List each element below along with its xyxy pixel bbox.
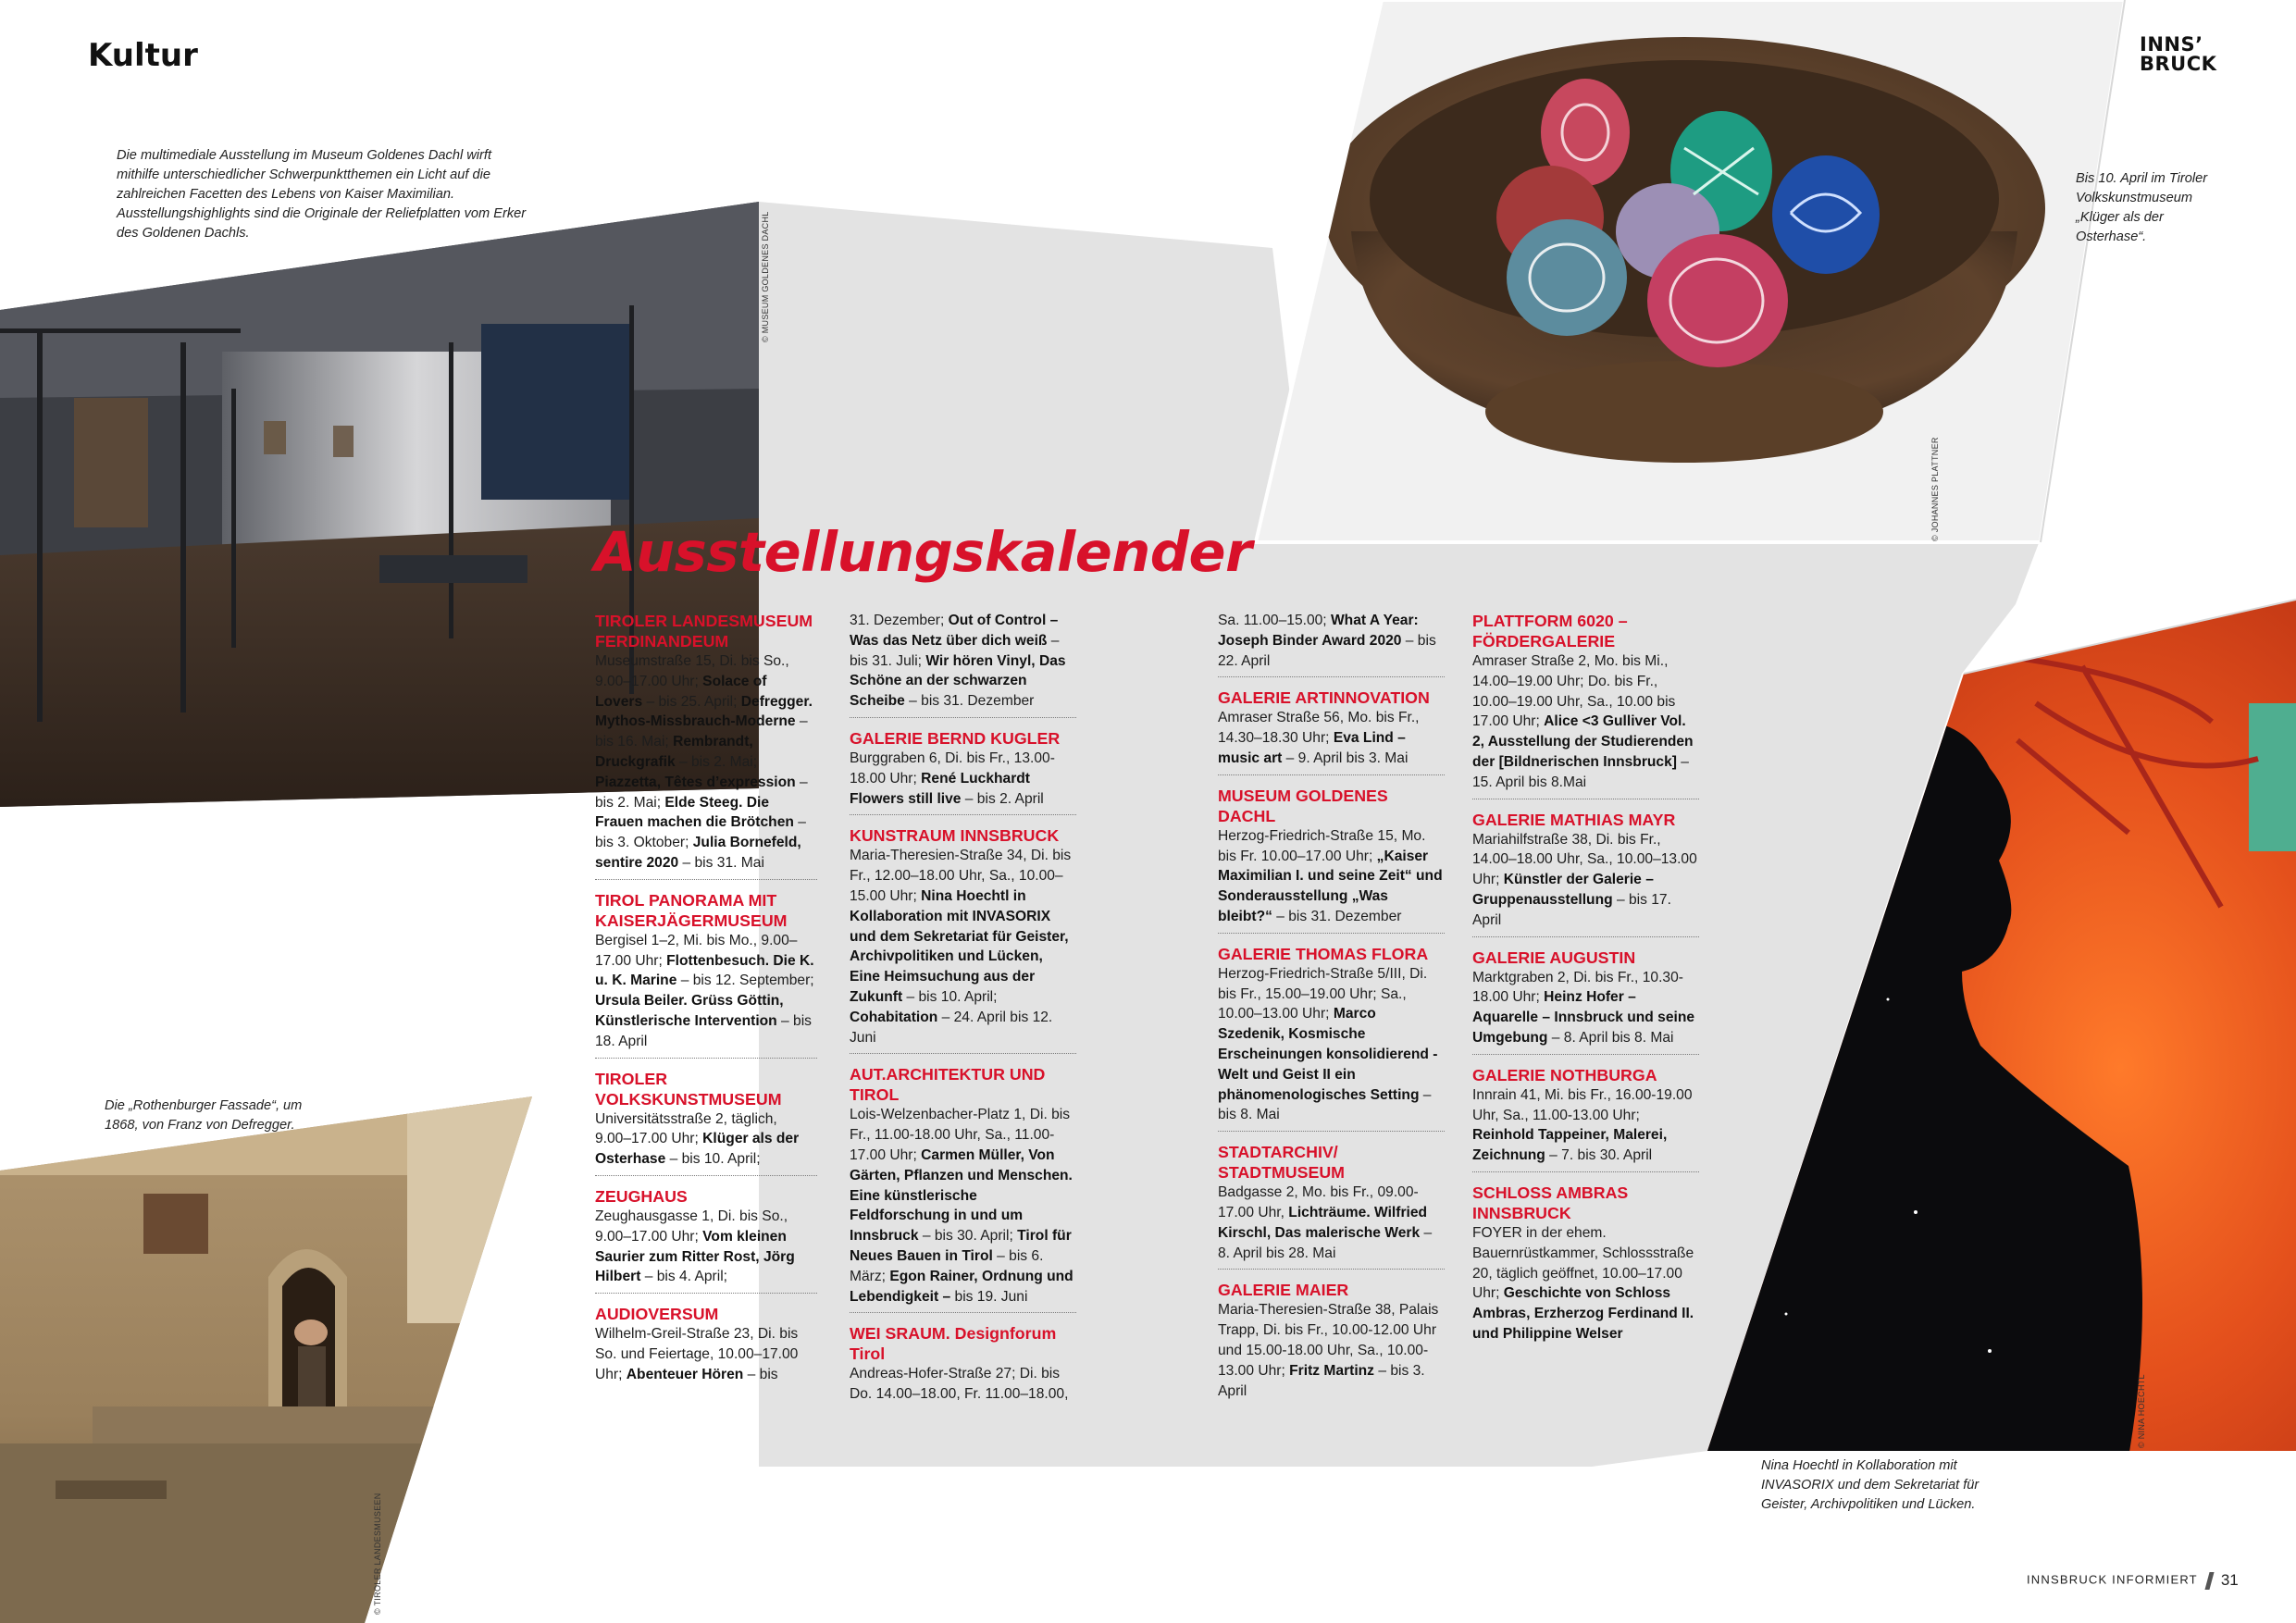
footer-label: INNSBRUCK INFORMIERT — [2027, 1572, 2198, 1587]
calendar-entry — [595, 611, 817, 880]
logo-line-2: BRUCK — [2140, 53, 2217, 75]
venue-name: AUT.ARCHITEKTUR UND TIROL — [850, 1065, 1046, 1105]
calendar-entry — [1472, 948, 1699, 1055]
facade-caption: Die „Rothenburger Fassade“, um 1868, von Franz von Defregger. — [105, 1098, 303, 1133]
venue-name: AUDIOVERSUM — [595, 1305, 719, 1324]
venue-name: GALERIE MATHIAS MAYR — [1472, 810, 1676, 829]
calendar-entry — [1218, 611, 1445, 677]
venue-details: Amraser Straße 2, Mo. bis Mi., 14.00–19.00 Uhr; Do. bis Fr., 10.00–19.00 Uhr, Sa., 10.00 bis 17.00 Uhr; Alice <3 Gulliver Vol. 2, Ausstellung der Studierenden der [Bildnerischen Innsbruck] – 15. April bis 8.Mai — [1472, 653, 1694, 790]
venue-name: TIROLER LANDESMUSEUM FERDINANDEUM — [595, 612, 813, 650]
venue-details: Universitätsstraße 2, täglich, 9.00–17.00 Uhr; Klüger als der Osterhase – bis 10. April; — [595, 1110, 800, 1168]
calendar-entry — [1472, 810, 1699, 937]
venue-details: Lois-Welzenbacher-Platz 1, Di. bis Fr., 11.00-18.00 Uhr, Sa., 11.00-17.00 Uhr; Carmen Müller, Von Gärten, Pflanzen und Menschen. Eine künstlerische Feldforschung in und um Innsbruck – bis 30. April; Tirol für Neues Bauen in Tirol – bis 6. März; Egon Rainer, Ordnung und Lebendigkeit – bis 19. Juni — [850, 1107, 1074, 1305]
footer-separator — [2204, 1572, 2214, 1590]
venue-details: Herzog-Friedrich-Straße 5/III, Di. bis Fr., 15.00–19.00 Uhr; Sa., 10.00–13.00 Uhr; Marco Szedenik, Kosmische Erscheinungen konsolidierend - Welt und Geist II ein phänomenologisches Setting – bis 8. Mai — [1218, 965, 1438, 1123]
museum-credit: © MUSEUM GOLDENES DACHL — [761, 211, 770, 342]
calendar-entry — [1218, 688, 1445, 774]
calendar-entry — [850, 728, 1076, 815]
venue-name: ZEUGHAUS — [595, 1186, 688, 1206]
venue-details: Burggraben 6, Di. bis Fr., 13.00-18.00 Uhr; René Luckhardt Flowers still live – bis 2. April — [850, 750, 1055, 807]
venue-details: Bergisel 1–2, Mi. bis Mo., 9.00–17.00 Uhr; Flottenbesuch. Die K. u. K. Marine – bis 12. September; Ursula Beiler. Grüss Göttin, Künstlerische Intervention – bis 18. April — [595, 932, 814, 1049]
calendar-column-1 — [595, 611, 817, 1401]
innsbruck-logo — [2140, 35, 2216, 74]
venue-details: 31. Dezember; Out of Control – Was das Netz über dich weiß – bis 31. Juli; Wir hören Vinyl, Das Schöne an der schwarzen Scheibe – bis 31. Dezember — [850, 613, 1066, 710]
calendar-entry — [850, 825, 1076, 1054]
venue-details: Andreas-Hofer-Straße 27; Di. bis Do. 14.00–18.00, Fr. 11.00–18.00, — [850, 1366, 1069, 1403]
facade-photo — [0, 1092, 537, 1623]
venue-name: GALERIE AUGUSTIN — [1472, 948, 1636, 967]
venue-details: Innrain 41, Mi. bis Fr., 16.00-19.00 Uhr, Sa., 11.00-13.00 Uhr; Reinhold Tappeiner, Malerei, Zeichnung – 7. bis 30. April — [1472, 1086, 1693, 1164]
venue-name: GALERIE ARTINNOVATION — [1218, 688, 1430, 708]
venue-name: KUNSTRAUM INNSBRUCK — [850, 826, 1060, 846]
venue-details: Maria-Theresien-Straße 38, Palais Trapp, Di. bis Fr., 10.00-12.00 Uhr und 15.00-18.00 Uhr, Sa., 10.00-13.00 Uhr; Fritz Martinz – bis 3. April — [1218, 1302, 1439, 1399]
venue-details: Museumstraße 15, Di. bis So., 9.00–17.00 Uhr; Solace of Lovers – bis 25. April; Defregger. Mythos-Missbrauch-Moderne – bis 16. Mai; Rembrandt, Druckgrafik – bis 2. Mai; Piazzetta, Têtes d’expression – bis 2. Mai; Elde Steeg. Die Frauen machen die Brötchen – bis 3. Oktober; Julia Bornefeld, sentire 2020 – bis 31. Mai — [595, 653, 813, 871]
calendar-entry — [1218, 786, 1445, 934]
calendar-entry — [1218, 1280, 1445, 1406]
silhouette-caption: Nina Hoechtl in Kollaboration mit INVASORIX und dem Sekretariat für Geister, Archivpolitiken und Lücken. — [1761, 1458, 1980, 1512]
venue-name: GALERIE NOTHBURGA — [1472, 1065, 1657, 1084]
eggs-caption: Bis 10. April im Tiroler Volkskunstmuseum „Klüger als der Osterhase“. — [2076, 171, 2208, 244]
eggs-credit: © JOHANNES PLATTNER — [1930, 437, 1940, 541]
venue-name: PLATTFORM 6020 – FÖRDERGALERIE — [1472, 612, 1628, 650]
venue-details: Herzog-Friedrich-Straße 15, Mo. bis Fr. 10.00–17.00 Uhr; „Kaiser Maximilian I. und seine Zeit“ und Sonderausstellung „Was bleibt?“ – bis 31. Dezember — [1218, 827, 1443, 924]
calendar-entry — [595, 1304, 817, 1390]
venue-details: Wilhelm-Greil-Straße 23, Di. bis So. und Feiertage, 10.00–17.00 Uhr; Abenteuer Hören – bis — [595, 1326, 799, 1382]
venue-details: Amraser Straße 56, Mo. bis Fr., 14.30–18.30 Uhr; Eva Lind – music art – 9. April bis 3. Mai — [1218, 710, 1420, 766]
calendar-entry — [850, 1064, 1076, 1313]
venue-name: MUSEUM GOLDENES DACHL — [1218, 786, 1388, 825]
venue-details: Mariahilfstraße 38, Di. bis Fr., 14.00–18.00 Uhr, Sa., 10.00–13.00 Uhr; Künstler der Galerie – Gruppenausstellung – bis 17. April — [1472, 831, 1697, 928]
calendar-entry — [1472, 1065, 1699, 1172]
venue-name: TIROLER VOLKSKUNSTMUSEUM — [595, 1069, 782, 1109]
calendar-entry — [1472, 611, 1699, 799]
venue-details: Sa. 11.00–15.00; What A Year: Joseph Binder Award 2020 – bis 22. April — [1218, 613, 1436, 669]
page-footer — [2027, 1571, 2239, 1590]
calendar-column-4 — [1472, 611, 1699, 1360]
venue-name: GALERIE MAIER — [1218, 1281, 1349, 1300]
calendar-entry — [1218, 944, 1445, 1132]
calendar-entry — [850, 1323, 1076, 1410]
venue-name: SCHLOSS AMBRAS INNSBRUCK — [1472, 1183, 1629, 1222]
calendar-entry — [850, 611, 1076, 718]
venue-details: Zeughausgasse 1, Di. bis So., 9.00–17.00 Uhr; Vom kleinen Saurier zum Ritter Rost, Jörg Hilbert – bis 4. April; — [595, 1208, 795, 1285]
section-title: Kultur — [88, 37, 198, 74]
page-number: 31 — [2220, 1571, 2239, 1589]
calendar-entry — [1218, 1142, 1445, 1270]
calendar-entry — [595, 1069, 817, 1176]
venue-name: STADTARCHIV/ STADTMUSEUM — [1218, 1143, 1345, 1183]
calendar-title: Ausstellungskalender — [594, 520, 1252, 584]
eggs-photo — [1249, 0, 2128, 546]
venue-details: FOYER in der ehem. Bauernrüstkammer, Schlossstraße 20, täglich geöffnet, 10.00–17.00 Uhr; Geschichte von Schloss Ambras, Erzherzog Ferdinand II. und Philippine Welser — [1472, 1224, 1694, 1342]
venue-details: Marktgraben 2, Di. bis Fr., 10.30-18.00 Uhr; Heinz Hofer – Aquarelle – Innsbruck und seine Umgebung – 8. April bis 8. Mai — [1472, 969, 1695, 1046]
silhouette-credit: © NINA HOECHTL — [2137, 1374, 2146, 1448]
calendar-column-2 — [850, 611, 1076, 1420]
calendar-entry — [1472, 1183, 1699, 1350]
calendar-column-3 — [1218, 611, 1445, 1417]
logo-line-1: INNS’ — [2140, 33, 2203, 56]
venue-name: WEI SRAUM. Designforum Tirol — [850, 1324, 1057, 1364]
venue-name: GALERIE BERND KUGLER — [850, 728, 1061, 748]
calendar-entry — [595, 890, 817, 1059]
venue-name: GALERIE THOMAS FLORA — [1218, 944, 1429, 963]
calendar-entry — [595, 1186, 817, 1294]
facade-credit: © TIROLER LANDESMUSEEN — [373, 1493, 382, 1615]
venue-details: Maria-Theresien-Straße 34, Di. bis Fr., 12.00–18.00 Uhr, Sa., 10.00–15.00 Uhr; Nina Hoechtl in Kollaboration mit INVASORIX und dem Sekretariat für Geister, Archivpolitiken und Lücken, Eine Heimsuchung aus der Zukunft – bis 10. April; Cohabitation – 24. April bis 12. Juni — [850, 848, 1072, 1046]
venue-name: TIROL PANORAMA MIT KAISERJÄGERMUSEUM — [595, 890, 788, 930]
venue-details: Badgasse 2, Mo. bis Fr., 09.00-17.00 Uhr, Lichträume. Wilfried Kirschl, Das malerische Werk – 8. April bis 28. Mai — [1218, 1184, 1433, 1261]
museum-caption: Die multimediale Ausstellung im Museum Goldenes Dachl wirft mithilfe unterschiedlicher Schwerpunktthemen ein Licht auf die zahlreichen Facetten des Lebens von Kaiser Maximilian. Ausstellungshighlights sind die Originale der Reliefplatten vom Erker des Goldenen Dachls. — [117, 148, 527, 241]
